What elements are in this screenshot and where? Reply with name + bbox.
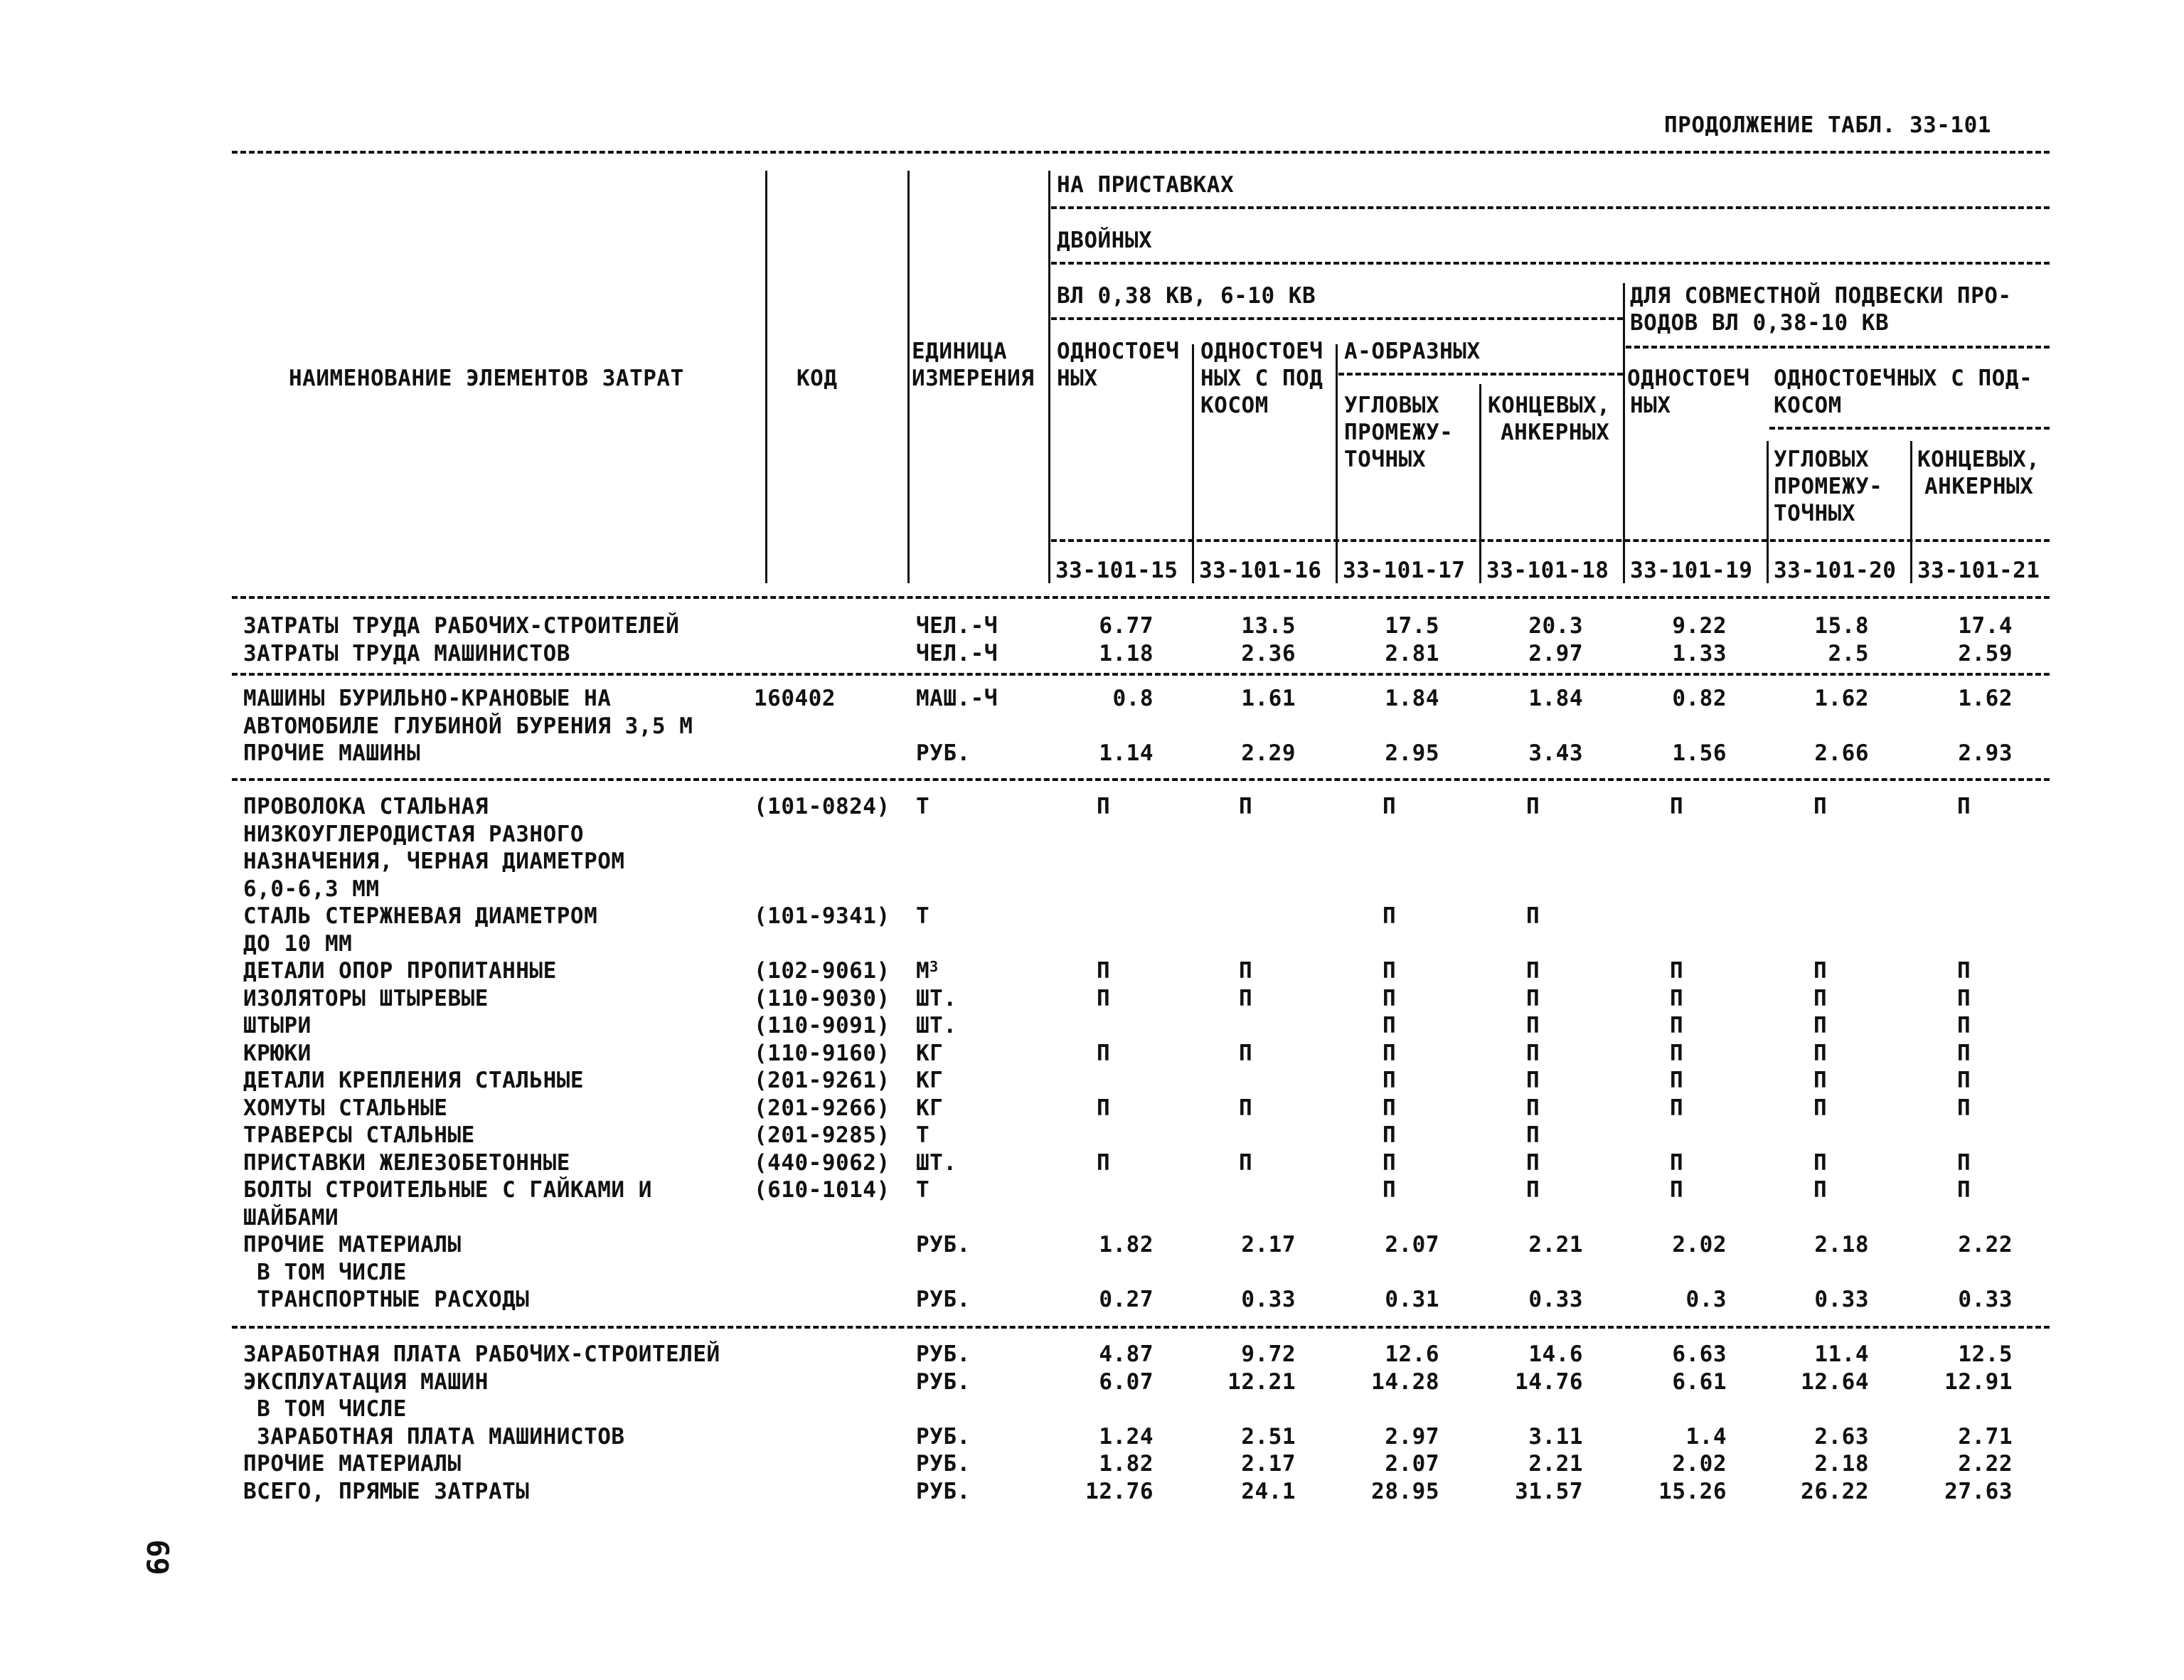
cell-value: 9.72 (1241, 1341, 1296, 1367)
cell-value: П (1383, 1149, 1397, 1176)
header-prist: НА ПРИСТАВКАХ (1057, 172, 1235, 198)
cell-value: 1.62 (1958, 686, 2013, 711)
cell-value: П (1813, 985, 1828, 1011)
cell-value: 1.18 (1099, 640, 1154, 666)
cell-value: 1.61 (1241, 686, 1296, 711)
col-separator-c5 (1623, 283, 1625, 583)
cell-value: П (1526, 1177, 1540, 1203)
row-unit: ЧЕЛ.-Ч (916, 640, 998, 666)
cell-value: П (1813, 1013, 1828, 1038)
cell-value: П (1097, 1095, 1111, 1121)
cell-value: 0.33 (1814, 1287, 1869, 1312)
cell-value: 9.22 (1672, 613, 1727, 639)
cell-value: 2.02 (1672, 1451, 1727, 1477)
row-name: ЭКСПЛУАТАЦИЯ МАШИН (243, 1368, 489, 1395)
row-unit: РУБ. (916, 1478, 971, 1504)
header-joint-line1: ДЛЯ СОВМЕСТНОЙ ПОДВЕСКИ ПРО- (1630, 283, 2012, 309)
cell-value: 14.6 (1528, 1341, 1583, 1367)
cell-value: П (1097, 1040, 1111, 1066)
row-name: ДЕТАЛИ ОПОР ПРОПИТАННЫЕ (243, 958, 557, 984)
cell-value: 3.43 (1528, 740, 1583, 766)
row-unit: Т (916, 794, 930, 819)
cell-value: П (1097, 958, 1111, 984)
column-code-6: 33-101-20 (1774, 558, 1897, 583)
cell-value: 12.76 (1085, 1478, 1154, 1504)
cell-value: П (1097, 1149, 1111, 1176)
cell-value: 2.97 (1528, 640, 1583, 666)
column-code-2: 33-101-16 (1199, 558, 1322, 583)
cell-value: 2.97 (1385, 1423, 1439, 1450)
row-code: (101-0824) (754, 794, 890, 819)
cell-value: П (1813, 958, 1828, 984)
col-separator-c7 (1910, 441, 1912, 583)
cell-value: П (1813, 1149, 1828, 1176)
cell-value: 2.07 (1385, 1232, 1439, 1258)
header-j-corner-line3: ТОЧНЫХ (1774, 501, 1855, 526)
row-name: ШАЙБАМИ (243, 1204, 339, 1230)
row-name: ПРОВОЛОКА СТАЛЬНАЯ (243, 794, 489, 819)
cell-value: П (1670, 1095, 1684, 1121)
cell-value: П (1670, 958, 1684, 984)
row-unit: РУБ. (916, 1341, 971, 1367)
cell-value: 1.82 (1099, 1451, 1154, 1477)
header-unit-col-line1: ЕДИНИЦА (912, 339, 1008, 364)
cell-value: П (1383, 1122, 1397, 1148)
cell-value: П (1383, 1095, 1397, 1121)
row-code: (102-9061) (754, 958, 890, 984)
row-unit: МАШ.-Ч (916, 686, 998, 711)
cell-value: 2.63 (1814, 1423, 1869, 1450)
unit-superscript: 3 (929, 958, 939, 975)
cell-value: 1.82 (1099, 1232, 1154, 1258)
cell-value: П (1383, 903, 1397, 929)
cell-value: П (1239, 1040, 1253, 1066)
header-corner-line3: ТОЧНЫХ (1344, 447, 1426, 472)
cell-value: П (1957, 985, 1971, 1011)
row-name: ЗАТРАТЫ ТРУДА РАБОЧИХ-СТРОИТЕЛЕЙ (243, 613, 680, 639)
cell-value: 2.18 (1814, 1451, 1869, 1477)
header-j-brace-line1: ОДНОСТОЕЧНЫХ С ПОД- (1774, 366, 2033, 391)
col-separator-c4 (1479, 384, 1481, 583)
cell-value: 2.02 (1672, 1232, 1727, 1258)
cell-value: П (1097, 794, 1111, 819)
cell-value: 1.33 (1672, 640, 1727, 666)
cell-value: 2.17 (1241, 1232, 1296, 1258)
cell-value: 1.62 (1814, 686, 1869, 711)
cell-value: 15.8 (1814, 613, 1869, 639)
cell-value: П (1239, 794, 1253, 819)
row-unit: Т (916, 1177, 930, 1203)
cell-value: 0.82 (1672, 686, 1727, 711)
cell-value: П (1957, 1177, 1971, 1203)
header-rule-codes (1051, 539, 2050, 542)
row-unit: ШТ. (916, 1149, 957, 1176)
cell-value: 2.18 (1814, 1232, 1869, 1258)
cell-value: П (1239, 958, 1253, 984)
cell-value: 1.84 (1385, 686, 1439, 711)
cell-value: 2.66 (1814, 740, 1869, 766)
row-code: (201-9261) (754, 1068, 890, 1093)
header-j-single-line1: ОДНОСТОЕЧ (1627, 366, 1750, 391)
cell-value: П (1813, 794, 1828, 819)
row-name: ПРОЧИЕ МАТЕРИАЛЫ (243, 1451, 462, 1477)
row-name: ЗАРАБОТНАЯ ПЛАТА МАШИНИСТОВ (243, 1423, 625, 1450)
cell-value: 17.5 (1385, 613, 1439, 639)
header-end-line2: АНКЕРНЫХ (1501, 420, 1610, 445)
row-unit: РУБ. (916, 1368, 971, 1395)
cell-value: П (1383, 958, 1397, 984)
header-single-brace-line3: КОСОМ (1200, 393, 1269, 418)
header-j-end-line1: КОНЦЕВЫХ, (1917, 447, 2040, 472)
row-code: (440-9062) (754, 1149, 890, 1176)
cell-value: 2.36 (1241, 640, 1296, 666)
cell-value: 0.33 (1528, 1287, 1583, 1312)
cell-value: П (1526, 1068, 1540, 1093)
cell-value: 1.84 (1528, 686, 1583, 711)
cell-value: 2.22 (1958, 1451, 2013, 1477)
cell-value: П (1670, 1149, 1684, 1176)
col-separator-c6 (1767, 441, 1769, 583)
row-name: В ТОМ ЧИСЛЕ (243, 1259, 407, 1285)
group-rule (232, 1326, 2050, 1329)
cell-value: 1.24 (1099, 1423, 1154, 1450)
cell-value: П (1239, 1149, 1253, 1176)
header-name-col: НАИМЕНОВАНИЕ ЭЛЕМЕНТОВ ЗАТРАТ (289, 366, 684, 391)
row-code: (201-9285) (754, 1122, 890, 1148)
header-bottom-rule (232, 596, 2050, 599)
cell-value: П (1097, 985, 1111, 1011)
cell-value: П (1526, 1040, 1540, 1066)
cell-value: 4.87 (1099, 1341, 1154, 1367)
cell-value: 6.77 (1099, 613, 1154, 639)
header-j-brace-line2: КОСОМ (1774, 393, 1842, 418)
cell-value: 2.5 (1828, 640, 1869, 666)
row-name: ЗАРАБОТНАЯ ПЛАТА РАБОЧИХ-СТРОИТЕЛЕЙ (243, 1341, 720, 1367)
row-code: 160402 (754, 686, 836, 711)
cell-value: 2.17 (1241, 1451, 1296, 1477)
header-corner-line1: УГЛОВЫХ (1344, 393, 1440, 418)
row-name: АВТОМОБИЛЕ ГЛУБИНОЙ БУРЕНИЯ 3,5 М (243, 713, 693, 739)
cell-value: 13.5 (1241, 613, 1296, 639)
row-name: ДЕТАЛИ КРЕПЛЕНИЯ СТАЛЬНЫЕ (243, 1068, 585, 1093)
row-name: НАЗНАЧЕНИЯ, ЧЕРНАЯ ДИАМЕТРОМ (243, 849, 625, 874)
header-rule-double (1051, 262, 2050, 265)
cell-value: П (1670, 1013, 1684, 1038)
row-name: ХОМУТЫ СТАЛЬНЫЕ (243, 1095, 448, 1121)
header-end-line1: КОНЦЕВЫХ, (1488, 393, 1611, 418)
header-rule-joint (1626, 346, 2050, 349)
row-unit: КГ (916, 1068, 944, 1093)
cell-value: 28.95 (1371, 1478, 1439, 1504)
cell-value: 6.61 (1672, 1368, 1727, 1395)
cell-value: 2.95 (1385, 740, 1439, 766)
cell-value: 26.22 (1801, 1478, 1869, 1504)
row-name: ПРОЧИЕ МАТЕРИАЛЫ (243, 1232, 462, 1258)
cell-value: 14.76 (1515, 1368, 1583, 1395)
col-separator-c3 (1336, 344, 1338, 583)
row-name: СТАЛЬ СТЕРЖНЕВАЯ ДИАМЕТРОМ (243, 903, 598, 929)
row-name: ТРАНСПОРТНЫЕ РАСХОДЫ (243, 1287, 530, 1312)
header-a-shaped: А-ОБРАЗНЫХ (1344, 339, 1481, 364)
cell-value: 11.4 (1814, 1341, 1869, 1367)
cell-value: П (1526, 1095, 1540, 1121)
cell-value: П (1239, 1095, 1253, 1121)
header-rule-j-brace (1769, 427, 2050, 430)
cell-value: 2.22 (1958, 1232, 2013, 1258)
row-code: (610-1014) (754, 1177, 890, 1203)
row-name: НИЗКОУГЛЕРОДИСТАЯ РАЗНОГО (243, 821, 585, 847)
cell-value: П (1383, 1177, 1397, 1203)
cell-value: 0.27 (1099, 1287, 1154, 1312)
cell-value: 2.07 (1385, 1451, 1439, 1477)
col-separator-c2 (1192, 344, 1194, 583)
cell-value: 1.4 (1685, 1423, 1727, 1450)
cell-value: П (1383, 1013, 1397, 1038)
cell-value: 0.8 (1112, 686, 1154, 711)
table-caption: ПРОДОЛЖЕНИЕ ТАБЛ. 33-101 (1664, 112, 1991, 138)
row-name: ШТЫРИ (243, 1013, 311, 1038)
col-separator-code (907, 171, 910, 583)
cell-value: П (1670, 794, 1684, 819)
row-unit: $М^3$ (916, 958, 939, 984)
header-j-single-line2: НЫХ (1630, 393, 1671, 418)
header-j-end-line2: АНКЕРНЫХ (1924, 474, 2034, 499)
cell-value: П (1383, 794, 1397, 819)
column-code-5: 33-101-19 (1630, 558, 1753, 583)
cell-value: П (1670, 985, 1684, 1011)
cell-value: П (1813, 1095, 1828, 1121)
cell-value: П (1957, 1040, 1971, 1066)
row-unit: Т (916, 903, 930, 929)
row-code: (201-9266) (754, 1095, 890, 1121)
row-name: В ТОМ ЧИСЛЕ (243, 1396, 407, 1422)
cell-value: 12.6 (1385, 1341, 1439, 1367)
cell-value: 2.71 (1958, 1423, 2013, 1450)
column-code-7: 33-101-21 (1917, 558, 2040, 583)
row-name: ДО 10 ММ (243, 930, 353, 957)
cell-value: 27.63 (1944, 1478, 2013, 1504)
row-name: ИЗОЛЯТОРЫ ШТЫРЕВЫЕ (243, 985, 489, 1011)
header-single-brace-line1: ОДНОСТОЕЧ (1200, 339, 1323, 364)
cell-value: 12.21 (1227, 1368, 1296, 1395)
group-rule (232, 673, 2050, 676)
page-number: 69 (139, 1539, 175, 1575)
header-corner-line2: ПРОМЕЖУ- (1344, 420, 1454, 445)
row-unit: Т (916, 1122, 930, 1148)
cell-value: П (1526, 958, 1540, 984)
header-single-line2: НЫХ (1057, 366, 1098, 391)
row-name: БОЛТЫ СТРОИТЕЛЬНЫЕ С ГАЙКАМИ И (243, 1177, 652, 1203)
row-name: ВСЕГО, ПРЯМЫЕ ЗАТРАТЫ (243, 1478, 530, 1504)
row-unit: РУБ. (916, 740, 971, 766)
cell-value: 2.29 (1241, 740, 1296, 766)
row-code: (110-9091) (754, 1013, 890, 1038)
cell-value: П (1957, 1068, 1971, 1093)
cell-value: П (1526, 903, 1540, 929)
row-unit: ЧЕЛ.-Ч (916, 613, 998, 639)
cell-value: 24.1 (1241, 1478, 1296, 1504)
cell-value: 0.31 (1385, 1287, 1439, 1312)
cell-value: 2.21 (1528, 1451, 1583, 1477)
cell-value: П (1239, 985, 1253, 1011)
cell-value: П (1383, 985, 1397, 1011)
cell-value: 20.3 (1528, 613, 1583, 639)
cell-value: 3.11 (1528, 1423, 1583, 1450)
header-joint-line2: ВОДОВ ВЛ 0,38-10 КВ (1630, 310, 1890, 336)
cell-value: П (1957, 1013, 1971, 1038)
cell-value: 0.33 (1241, 1287, 1296, 1312)
cell-value: 1.56 (1672, 740, 1727, 766)
cell-value: 2.21 (1528, 1232, 1583, 1258)
row-name: ПРИСТАВКИ ЖЕЛЕЗОБЕТОННЫЕ (243, 1149, 570, 1176)
cell-value: 12.91 (1944, 1368, 2013, 1395)
header-rule-a-shaped (1338, 373, 1623, 376)
row-code: (101-9341) (754, 903, 890, 929)
row-unit: РУБ. (916, 1287, 971, 1312)
row-unit: РУБ. (916, 1451, 971, 1477)
header-single-brace-line2: НЫХ С ПОД (1200, 366, 1323, 391)
cell-value: 14.28 (1371, 1368, 1439, 1395)
header-j-corner-line1: УГЛОВЫХ (1774, 447, 1870, 472)
cell-value: П (1526, 985, 1540, 1011)
cell-value: 6.63 (1672, 1341, 1727, 1367)
cell-value: П (1957, 958, 1971, 984)
header-vl: ВЛ 0,38 КВ, 6-10 КВ (1057, 283, 1316, 309)
header-double: ДВОЙНЫХ (1057, 228, 1153, 253)
cell-value: П (1813, 1068, 1828, 1093)
row-unit: КГ (916, 1040, 944, 1066)
col-separator-unit (1048, 171, 1050, 583)
top-rule (232, 151, 2050, 154)
cell-value: П (1383, 1068, 1397, 1093)
cell-value: 1.14 (1099, 740, 1154, 766)
cell-value: 2.81 (1385, 640, 1439, 666)
cell-value: П (1526, 1013, 1540, 1038)
row-unit: ШТ. (916, 985, 957, 1011)
row-unit: РУБ. (916, 1423, 971, 1450)
cell-value: 12.64 (1801, 1368, 1869, 1395)
col-separator-name (765, 171, 767, 583)
cell-value: 17.4 (1958, 613, 2013, 639)
cell-value: 0.33 (1958, 1287, 2013, 1312)
cell-value: П (1526, 1122, 1540, 1148)
cell-value: П (1813, 1177, 1828, 1203)
row-unit: КГ (916, 1095, 944, 1121)
row-name: ТРАВЕРСЫ СТАЛЬНЫЕ (243, 1122, 475, 1148)
cell-value: П (1813, 1040, 1828, 1066)
cell-value: 6.07 (1099, 1368, 1154, 1395)
header-code-col: КОД (797, 366, 838, 391)
cell-value: П (1383, 1040, 1397, 1066)
header-single-line1: ОДНОСТОЕЧ (1057, 339, 1180, 364)
row-unit: ШТ. (916, 1013, 957, 1038)
row-unit: РУБ. (916, 1232, 971, 1258)
header-j-corner-line2: ПРОМЕЖУ- (1774, 474, 1883, 499)
row-name: КРЮКИ (243, 1040, 311, 1066)
cell-value: П (1957, 1095, 1971, 1121)
row-code: (110-9030) (754, 985, 890, 1011)
row-code: (110-9160) (754, 1040, 890, 1066)
row-name: ЗАТРАТЫ ТРУДА МАШИНИСТОВ (243, 640, 570, 666)
cell-value: 2.59 (1958, 640, 2013, 666)
cell-value: П (1670, 1177, 1684, 1203)
cell-value: 2.51 (1241, 1423, 1296, 1450)
cell-value: П (1670, 1068, 1684, 1093)
column-code-3: 33-101-17 (1343, 558, 1466, 583)
cell-value: П (1957, 794, 1971, 819)
row-name: 6,0-6,3 ММ (243, 876, 380, 902)
row-name: ПРОЧИЕ МАШИНЫ (243, 740, 421, 766)
cell-value: 2.93 (1958, 740, 2013, 766)
header-rule-vl (1051, 317, 1623, 320)
cell-value: П (1957, 1149, 1971, 1176)
group-rule (232, 778, 2050, 781)
cell-value: 12.5 (1958, 1341, 2013, 1367)
cell-value: 31.57 (1515, 1478, 1583, 1504)
header-unit-col-line2: ИЗМЕРЕНИЯ (912, 366, 1035, 391)
cell-value: П (1526, 794, 1540, 819)
column-code-1: 33-101-15 (1055, 558, 1178, 583)
cell-value: П (1670, 1040, 1684, 1066)
cell-value: 0.3 (1685, 1287, 1727, 1312)
cell-value: П (1526, 1149, 1540, 1176)
row-name: МАШИНЫ БУРИЛЬНО-КРАНОВЫЕ НА (243, 686, 612, 711)
cell-value: 15.26 (1658, 1478, 1727, 1504)
column-code-4: 33-101-18 (1486, 558, 1609, 583)
header-rule-prist (1051, 206, 2050, 209)
